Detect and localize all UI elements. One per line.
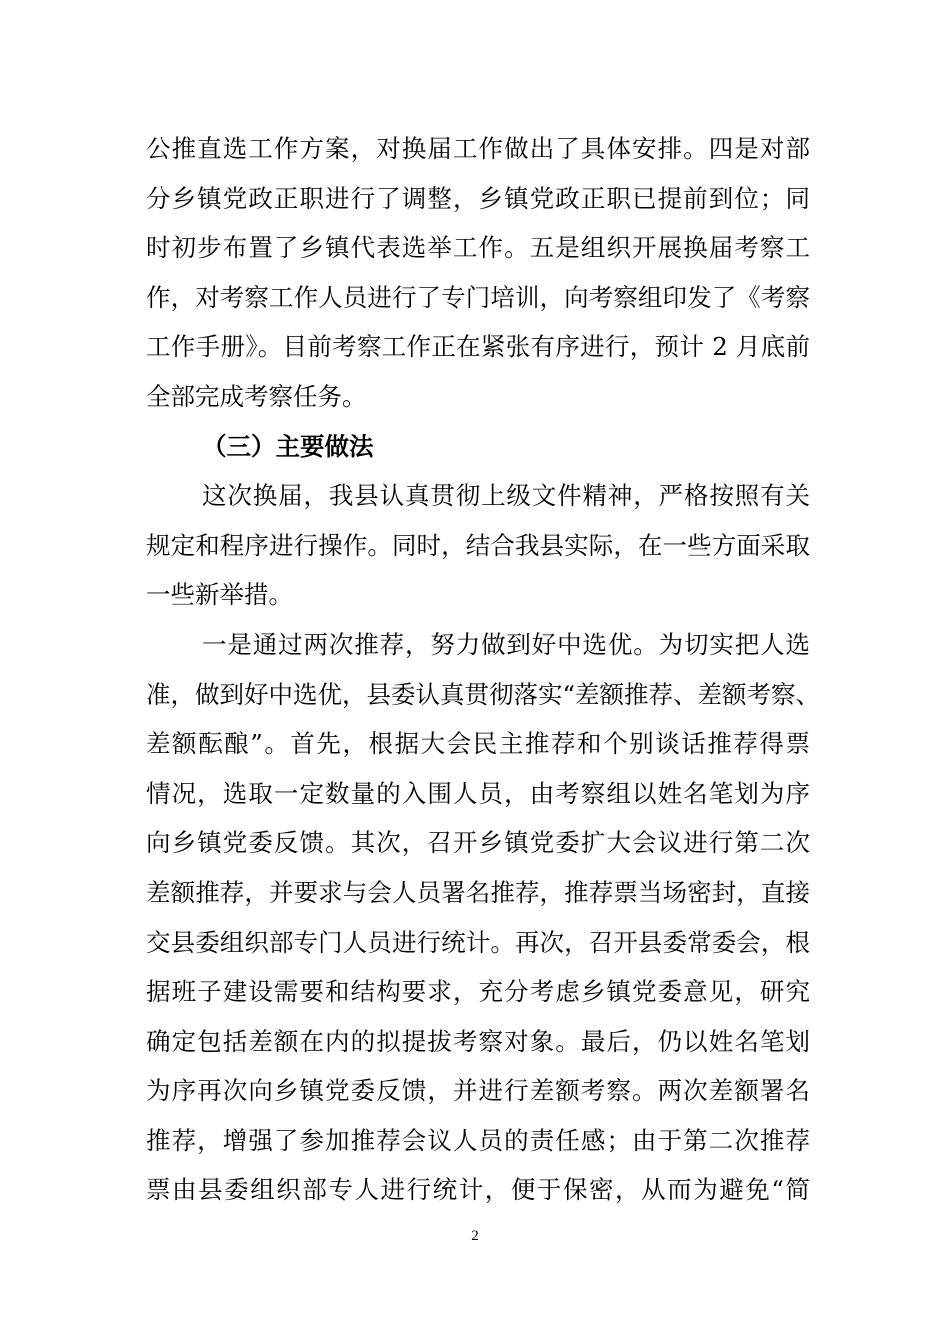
text-line: 交县委组织部专门人员进行统计。再次，召开县委常委会，根 (146, 927, 810, 957)
text-line: 分乡镇党政正职进行了调整，乡镇党政正职已提前到位；同 (146, 183, 810, 213)
text-line: 差额推荐，并要求与会人员署名推荐，推荐票当场密封，直接 (146, 877, 810, 907)
text-line: 公推直选工作方案，对换届工作做出了具体安排。四是对部 (146, 134, 810, 163)
body-text (146, 124, 821, 1215)
text-line: 全部完成考察任务。 (146, 381, 367, 411)
section-heading: （三）主要做法 (202, 431, 374, 461)
text-line: 准，做到好中选优，县委认真贯彻落实“差额推荐、差额考察、 (146, 679, 821, 709)
text-line: 推荐，增强了参加推荐会议人员的责任感；由于第二次推荐 (146, 1125, 810, 1155)
text-line: 确定包括差额在内的拟提拔考察对象。最后，仍以姓名笔划 (146, 1026, 810, 1056)
text-line: 工作手册》。目前考察工作正在紧张有序进行，预计 2 月底前 (146, 332, 810, 362)
text-line: 向乡镇党委反馈。其次，召开乡镇党委扩大会议进行第二次 (146, 828, 810, 858)
text-line: 一些新举措。 (146, 580, 293, 610)
text-line: 规定和程序进行操作。同时，结合我县实际，在一些方面采取 (146, 530, 810, 560)
text-line: 情况，选取一定数量的入围人员，由考察组以姓名笔划为序 (146, 778, 810, 808)
text-line: 票由县委组织部专人进行统计，便于保密，从而为避免“简 (146, 1175, 810, 1205)
text-line: 这次换届，我县认真贯彻上级文件精神，严格按照有关 (202, 481, 810, 511)
page-number: 2 (471, 1228, 479, 1244)
text-line: 为序再次向乡镇党委反馈，并进行差额考察。两次差额署名 (146, 1076, 810, 1106)
text-line: 时初步布置了乡镇代表选举工作。五是组织开展换届考察工 (146, 233, 810, 263)
text-line: 一是通过两次推荐，努力做到好中选优。为切实把人选 (202, 629, 810, 659)
text-line: 差额酝酿”。首先，根据大会民主推荐和个别谈话推荐得票 (146, 729, 810, 759)
text-line: 作，对考察工作人员进行了专门培训，向考察组印发了《考察 (146, 282, 810, 312)
text-line: 据班子建设需要和结构要求，充分考虑乡镇党委意见，研究 (146, 977, 810, 1007)
